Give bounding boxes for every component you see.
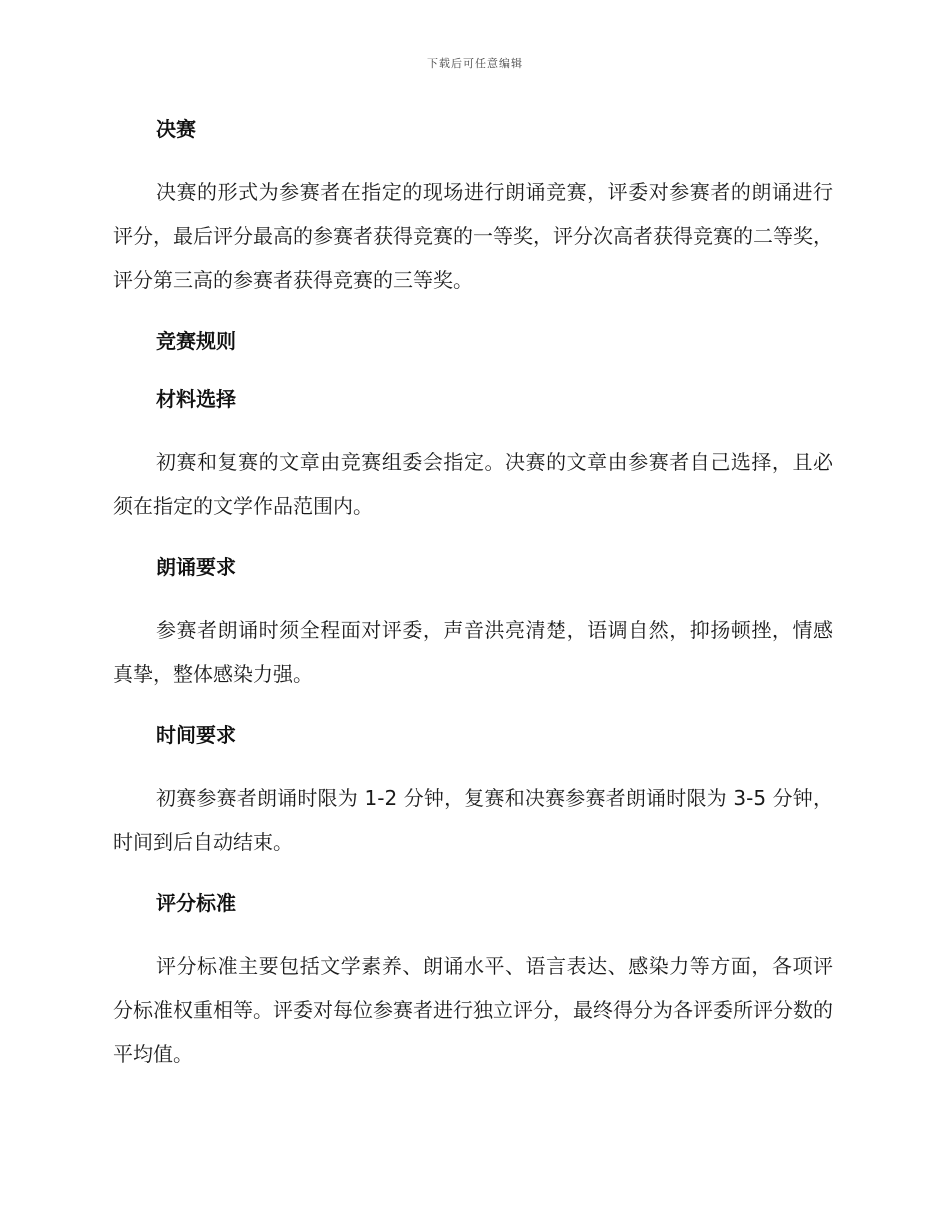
- paragraph-material: 初赛和复赛的文章由竞赛组委会指定。决赛的文章由参赛者自己选择，且必须在指定的文学作品范围内。: [113, 450, 833, 518]
- heading-material: 材料选择: [156, 387, 236, 411]
- heading-scoring: 评分标准: [156, 891, 236, 915]
- paragraph-recite: 参赛者朗诵时须全程面对评委，声音洪亮清楚，语调自然，抑扬顿挫，情感真挚，整体感染力强。: [113, 618, 833, 686]
- paragraph-time: 初赛参赛者朗诵时限为 1-2 分钟，复赛和决赛参赛者朗诵时限为 3-5 分钟，时间到后自动结束。: [113, 786, 833, 854]
- heading-time: 时间要求: [156, 723, 236, 747]
- heading-rules: 竞赛规则: [156, 329, 236, 353]
- paragraph-final: 决赛的形式为参赛者在指定的现场进行朗诵竞赛，评委对参赛者的朗诵进行评分，最后评分最高的参赛者获得竞赛的一等奖，评分次高者获得竞赛的二等奖，评分第三高的参赛者获得竞赛的三等奖。: [113, 180, 833, 292]
- document-body: [113, 112, 833, 1098]
- heading-final: 决赛: [156, 117, 196, 141]
- heading-recite: 朗诵要求: [156, 555, 236, 579]
- paragraph-scoring: 评分标准主要包括文学素养、朗诵水平、语言表达、感染力等方面，各项评分标准权重相等。评委对每位参赛者进行独立评分，最终得分为各评委所评分数的平均值。: [113, 954, 833, 1066]
- page-header: 下载后可任意编辑: [427, 57, 523, 70]
